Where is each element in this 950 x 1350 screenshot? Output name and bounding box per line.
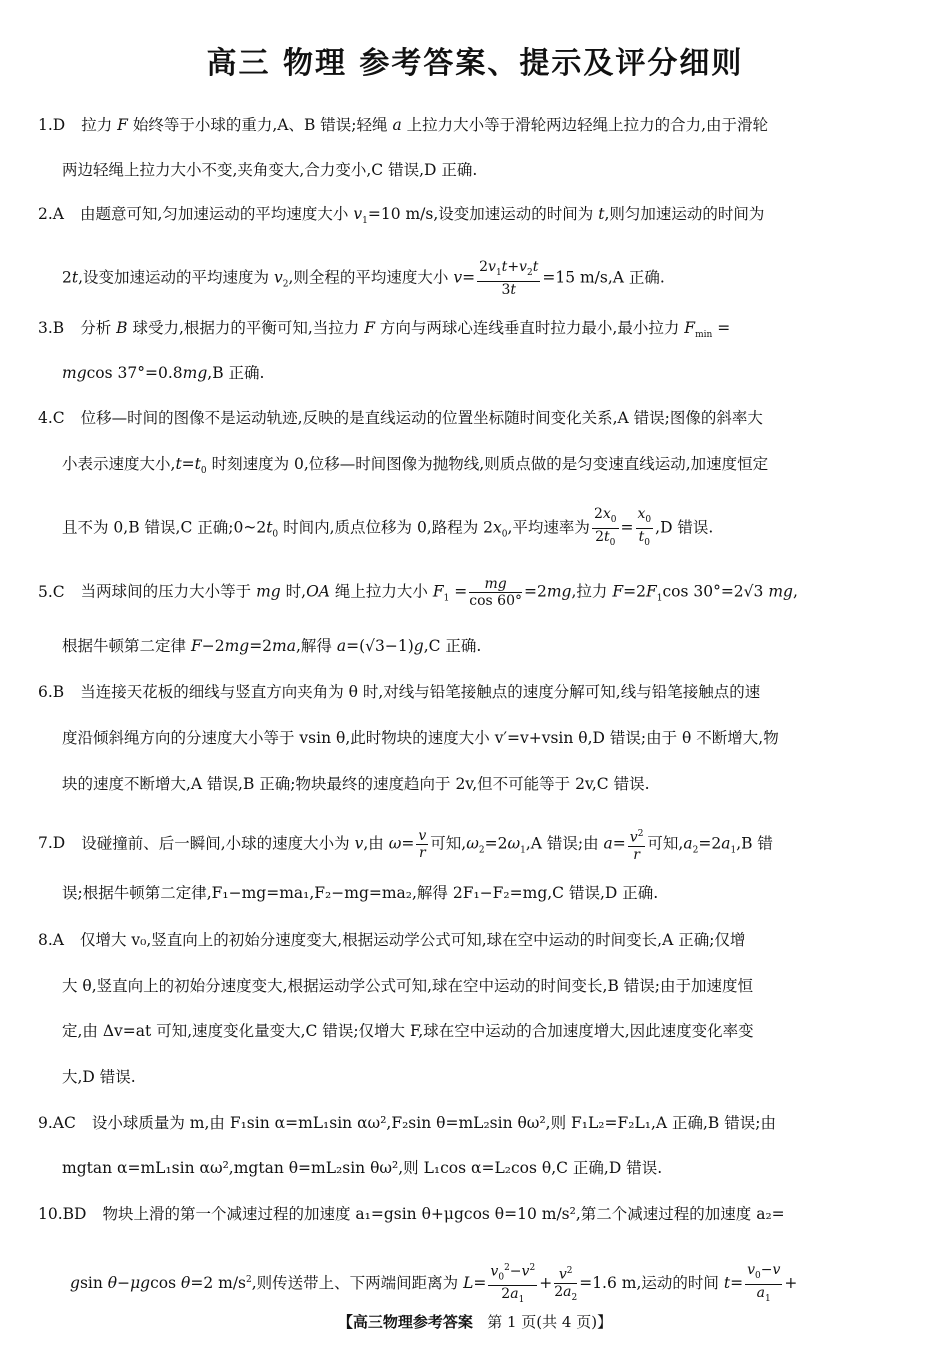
answer-6-line-3: 块的速度不断增大,A 错误,B 正确;物块最终的速度趋向于 2v,但不可能等于 2v,C 错误.	[62, 775, 650, 793]
answer-3-line-1: 3.B 分析 B 球受力,根据力的平衡可知,当拉力 F 方向与两球心连线垂直时拉力最小,最小拉力 $F_{min}$ =	[38, 319, 731, 341]
fraction: $\frac{x_0}{t_0}$	[637, 506, 652, 548]
fraction: $\frac{v^2}{2a_2}$	[554, 1263, 577, 1305]
page-footer	[0, 1311, 950, 1332]
answer-number: 8.A	[38, 931, 64, 949]
fraction: $\frac{2v_1t+v_2t}{3t}$	[479, 259, 539, 298]
answer-number: 7.D	[38, 834, 66, 853]
answer-9-line-2: mgtan α=mL₁sin αω²,mgtan θ=mL₂sin θω²,则 L₁cos α=L₂cos θ,C 正确,D 错误.	[62, 1159, 663, 1177]
answer-8-line-3: 定,由 Δv=at 可知,速度变化量变大,C 错误;仅增大 F,球在空中运动的合加速度增大,因此速度变化率变	[62, 1022, 754, 1040]
answer-4-line-1: 4.C 位移—时间的图像不是运动轨迹,反映的是直线运动的位置坐标随时间变化关系,A 错误;图像的斜率大	[38, 409, 763, 427]
answer-number: 1.D	[38, 116, 66, 134]
answer-7-line-1: 7.D 设碰撞前、后一瞬间,小球的速度大小为 v,由 ω= $\frac{v}{r}$ 可知$,\omega_2=2\omega_1,A$ 错误;由 a= $\frac{v^2}{r}$ 可知$,a_2=2a_1,B$ 错	[38, 827, 773, 863]
answer-10-line-2: gsin θ−μgcos θ=2 $m/s^2$,则传送带上、下两端间距离为 L= $\frac{v_0^2-v^2}{2a_1}$ + $\frac{v^2}{2a_2}$ =1.6 m,运动的时间 t= $\frac{v_0-v}{a_1}$ +	[70, 1260, 797, 1308]
footer-page-number: 第 1 页(共 4 页)】	[487, 1313, 613, 1331]
fraction: $\frac{v_0-v}{a_1}$	[747, 1261, 781, 1304]
footer-doc-name: 【高三物理参考答案	[337, 1313, 473, 1331]
answer-10-line-1: 10.BD 物块上滑的第一个减速过程的加速度 a₁=gsin θ+μgcos θ=10 m/s²,第二个减速过程的加速度 a₂=	[38, 1205, 785, 1223]
answer-4-line-2: 小表示速度大小$,t=t_0$ 时刻速度为 0,位移—时间图像为抛物线,则质点做的是匀变速直线运动,加速度恒定	[62, 455, 769, 477]
answer-2-line-1: 2.A 由题意可知,匀加速运动的平均速度大小 $v_1=10$ m/s,设变加速运动的时间为 t,则匀加速运动的时间为	[38, 205, 765, 227]
answer-2-line-2: 2t,设变加速运动的平均速度为 $v_2$,则全程的平均速度大小 v= $\frac{2v_1t+v_2t}{3t}$ =15 m/s,A 正确.	[62, 259, 665, 298]
answer-number: 2.A	[38, 205, 64, 223]
fraction: $\frac{v}{r}$	[418, 827, 427, 861]
answer-number: 4.C	[38, 409, 65, 427]
answer-4-line-3: 且不为 0,B 错误,C 正确$;0\sim 2t_0$ 时间内,质点位移为 0,路程为 $2x_0$,平均速率为 $\frac{2x_0}{2t_0}$ = $\frac{x_0}{t_0}$ ,D 错误.	[62, 506, 713, 551]
fraction: $\frac{2x_0}{2t_0}$	[593, 506, 617, 548]
answer-number: 6.B	[38, 683, 65, 701]
answer-5-line-2: 根据牛顿第二定律 F−2mg=2ma,解得 a=(√3−1)g,C 正确.	[62, 637, 482, 655]
answer-number: 9.AC	[38, 1114, 76, 1132]
answer-5-line-1: 5.C 当两球间的压力大小等于 mg 时,OA 绳上拉力大小 $F_1$ = $\frac{mg}{\cos 60^\circ}$ =2mg,拉力 $F=2F_1\cos$ 30°=2√3 mg,	[38, 576, 798, 609]
answer-1-line-2: 两边轻绳上拉力大小不变,夹角变大,合力变小,C 错误,D 正确.	[62, 161, 478, 179]
answer-6-line-1: 6.B 当连接天花板的细线与竖直方向夹角为 θ 时,对线与铅笔接触点的速度分解可知,线与铅笔接触点的速	[38, 683, 761, 701]
answer-8-line-4: 大,D 错误.	[62, 1068, 136, 1086]
answer-8-line-1: 8.A 仅增大 v₀,竖直向上的初始分速度变大,根据运动学公式可知,球在空中运动的时间变长,A 正确;仅增	[38, 931, 746, 949]
answer-number: 5.C	[38, 582, 65, 601]
fraction: $\frac{v^2}{r}$	[628, 826, 646, 863]
page-title: 高三 物理 参考答案、提示及评分细则	[206, 46, 744, 81]
answer-8-line-2: 大 θ,竖直向上的初始分速度变大,根据运动学公式可知,球在空中运动的时间变长,B 错误;由于加速度恒	[62, 977, 754, 995]
answer-7-line-2: 误;根据牛顿第二定律,F₁−mg=ma₁,F₂−mg=ma₂,解得 2F₁−F₂=mg,C 错误,D 正确.	[62, 884, 659, 902]
answer-number: 10.BD	[38, 1205, 87, 1223]
answer-number: 3.B	[38, 319, 65, 337]
answer-1-line-1: 1.D 拉力 F 始终等于小球的重力,A、B 错误;轻绳 a 上拉力大小等于滑轮两边轻绳上拉力的合力,由于滑轮	[38, 116, 769, 134]
answer-6-line-2: 度沿倾斜绳方向的分速度大小等于 vsin θ,此时物块的速度大小 v′=v+vsin θ,D 错误;由于 θ 不断增大,物	[62, 729, 779, 747]
fraction: $\frac{v_0^2-v^2}{2a_1}$	[488, 1260, 537, 1308]
answer-9-line-1: 9.AC 设小球质量为 m,由 F₁sin α=mL₁sin αω²,F₂sin θ=mL₂sin θω²,则 F₁L₂=F₂L₁,A 正确,B 错误;由	[38, 1114, 776, 1132]
fraction: $\frac{mg}{\cos 60^\circ}$	[469, 576, 522, 609]
answer-3-line-2: mgcos 37°=0.8mg,B 正确.	[62, 364, 265, 382]
